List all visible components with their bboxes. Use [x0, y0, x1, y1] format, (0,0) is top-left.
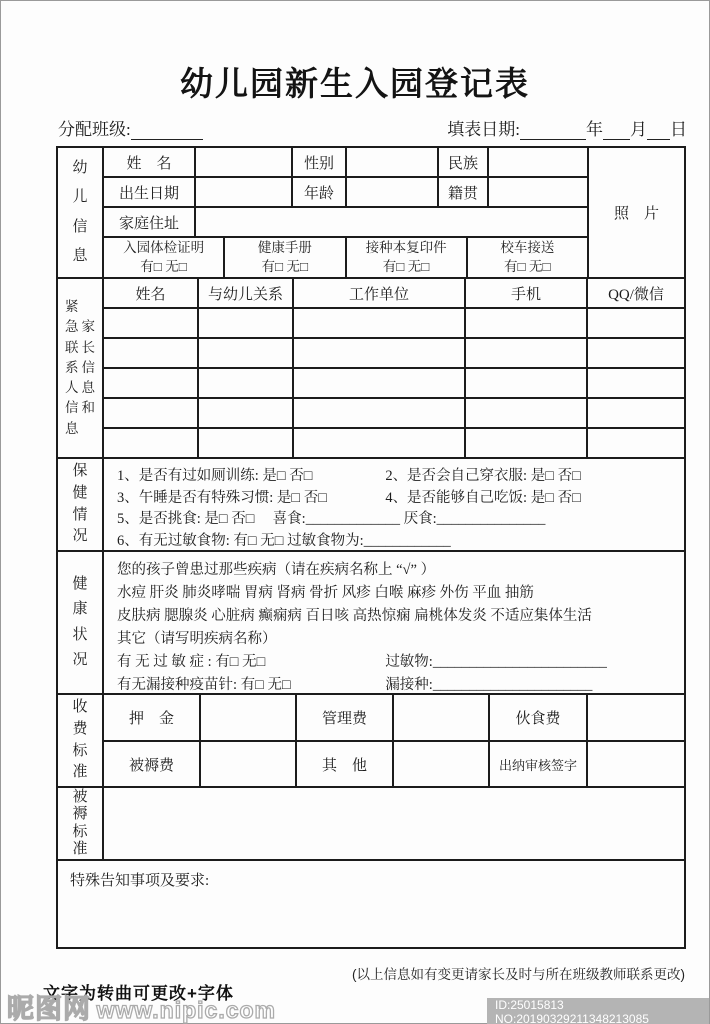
disease-list-1: 水痘 肝炎 肺炎哮喘 胃病 肾病 骨折 风疹 白喉 麻疹 外伤 平血 抽筋: [117, 585, 534, 601]
care-q3: 3、午睡是否有特殊习惯: 是□ 否□: [117, 489, 328, 506]
contact-empty-cell: [466, 429, 588, 459]
day-label: 日: [670, 120, 687, 139]
check-school-bus: [468, 238, 587, 277]
contact-empty-cell: [588, 309, 684, 339]
other-fee-label: 其 他: [297, 742, 394, 786]
contact-empty-cell: [588, 339, 684, 369]
contact-empty-cell: [466, 309, 588, 339]
fill-date-label: 填表日期:: [447, 120, 520, 139]
check-physical-exam: [104, 238, 225, 277]
native-label: 籍贯: [439, 178, 489, 206]
gender-label: 性别: [293, 148, 347, 176]
child-row-address: [104, 208, 587, 238]
contacts-side-text-right: 家长信息和: [81, 319, 95, 416]
disease-other: 其它（请写明疾病名称）: [117, 631, 277, 647]
contact-empty-cell: [466, 339, 588, 369]
vaccine-question: 有无漏接种疫苗针: 有□ 无□: [117, 677, 291, 693]
care-side-label: [58, 459, 104, 550]
meal-fee-value-cell: [588, 695, 684, 742]
contact-empty-cell: [466, 399, 588, 429]
allergy-question: 有 无 过 敏 症 : 有□ 无□: [117, 654, 266, 670]
fees-table: [104, 695, 684, 786]
month-label: 月: [630, 120, 647, 139]
fees-side-text: 收费标准: [72, 699, 88, 781]
age-label: 年龄: [293, 178, 347, 206]
check-title: 健康手册: [257, 239, 312, 255]
change-notice-text: (以上信息如有变更请家长及时与所在班级教师联系更改): [352, 967, 685, 982]
fees-side-label: [58, 695, 104, 786]
cashier-sign-value-cell: [588, 742, 684, 786]
assign-class-label: 分配班级:: [58, 120, 131, 139]
vaccine-item-blank: 漏接种:______________________: [385, 677, 593, 693]
care-questions: [104, 459, 684, 550]
section-child-info: [58, 148, 684, 279]
nipic-watermark: [7, 987, 276, 1024]
registration-form-table: [56, 146, 686, 949]
contact-empty-cell: [199, 309, 294, 339]
contact-empty-cell: [294, 309, 466, 339]
management-fee-label: 管理费: [297, 695, 394, 742]
care-q2: 2、是否会自己穿衣服: 是□ 否□: [385, 468, 581, 484]
check-title: 接种本复印件: [365, 239, 447, 255]
age-value-cell: [347, 178, 439, 206]
health-intro: 您的孩子曾患过那些疾病（请在疾病名称上 “√” ）: [117, 562, 436, 578]
contacts-header-name: 姓名: [104, 279, 199, 309]
contacts-table: [104, 279, 684, 457]
photo-cell: 照 片: [587, 148, 684, 277]
meal-fee-label: 伙食费: [490, 695, 588, 742]
bedding-fee-value-cell: [201, 742, 297, 786]
special-notes-label: 特殊告知事项及要求:: [70, 873, 210, 889]
section-care: [58, 459, 684, 552]
name-value-cell: [196, 148, 293, 176]
bedding-value-cell: [104, 788, 684, 859]
care-line-2: [117, 488, 676, 510]
contact-empty-cell: [294, 369, 466, 399]
assign-class-blank: [131, 122, 203, 140]
editable-text-note: 文字为转曲可更改+字体: [43, 984, 234, 1003]
bedding-side-label: [58, 788, 104, 859]
contact-empty-cell: [588, 399, 684, 429]
header-subline: [58, 115, 687, 140]
care-q4: 4、是否能够自己吃饭: 是□ 否□: [385, 489, 581, 506]
contacts-header-qq-wechat: QQ/微信: [588, 279, 684, 309]
allergy-item-blank: 过敏物:________________________: [385, 654, 607, 670]
nipic-url: www.nipic.com: [96, 997, 277, 1023]
address-label: 家庭住址: [104, 208, 196, 236]
contact-empty-cell: [294, 429, 466, 459]
contact-empty-cell: [199, 399, 294, 429]
image-id-stamp: ID:25015813 NO:20190329211348213085: [487, 998, 709, 1024]
section-health: [58, 552, 684, 695]
birth-label: 出生日期: [104, 178, 196, 206]
year-label: 年: [586, 120, 603, 139]
section-fees: [58, 695, 684, 788]
contact-empty-cell: [199, 339, 294, 369]
care-q6: 6、有无过敏食物: 有□ 无□ 过敏食物为:____________: [117, 532, 451, 549]
contact-empty-cell: [104, 429, 199, 459]
day-blank: [647, 122, 670, 140]
care-q1: 1、是否有过如厕训练: 是□ 否□: [117, 468, 313, 484]
health-side-label: [58, 552, 104, 693]
contact-empty-cell: [104, 369, 199, 399]
check-options: 有□ 无□: [504, 258, 551, 274]
native-value-cell: [489, 178, 587, 206]
contacts-header-workplace: 工作单位: [294, 279, 466, 309]
care-side-text: 保健情况: [72, 463, 88, 545]
contact-empty-cell: [104, 339, 199, 369]
check-options: 有□ 无□: [261, 258, 309, 274]
health-content: [104, 552, 684, 693]
contact-empty-cell: [104, 309, 199, 339]
disease-list-2: 皮肤病 腮腺炎 心脏病 癫痫病 百日咳 高热惊痫 扁桃体发炎 不适应集体生活: [117, 608, 592, 624]
health-side-text: 健康状况: [72, 575, 88, 668]
contacts-header-mobile: 手机: [466, 279, 588, 309]
fill-date-blank: [520, 122, 586, 140]
ethnicity-value-cell: [489, 148, 587, 176]
other-fee-value-cell: [394, 742, 490, 786]
nipic-logo: 昵图网: [7, 994, 91, 1024]
cashier-sign-label: 出纳审核签字: [490, 742, 588, 786]
care-line-1: [117, 466, 676, 488]
fill-date-field: [447, 115, 687, 140]
name-label: 姓 名: [104, 148, 196, 176]
allergy-line: [117, 651, 676, 674]
check-options: 有□ 无□: [382, 258, 430, 274]
child-row-birth: [104, 178, 587, 208]
contact-empty-cell: [466, 369, 588, 399]
ethnicity-label: 民族: [439, 148, 489, 176]
assign-class-field: [58, 115, 203, 140]
check-title: 入园体检证明: [123, 239, 205, 255]
vaccine-line: [117, 674, 676, 697]
address-value-cell: [196, 208, 587, 236]
section-contacts: [58, 279, 684, 459]
deposit-value-cell: [201, 695, 297, 742]
check-options: 有□ 无□: [140, 258, 187, 274]
contact-empty-cell: [588, 429, 684, 459]
contact-empty-cell: [294, 339, 466, 369]
contact-empty-cell: [199, 369, 294, 399]
contact-empty-cell: [199, 429, 294, 459]
check-vaccine-copy: [347, 238, 468, 277]
child-row-checks: [104, 238, 587, 277]
bedding-side-text: 被褥标准: [72, 789, 88, 857]
check-health-booklet: [225, 238, 346, 277]
section-special-notes: [58, 861, 684, 947]
month-blank: [603, 122, 630, 140]
care-q5: 5、是否挑食: 是□ 否□ 喜食:_____________ 厌食:_______________: [117, 511, 546, 527]
management-fee-value-cell: [394, 695, 490, 742]
birth-value-cell: [196, 178, 293, 206]
contact-empty-cell: [588, 369, 684, 399]
bedding-fee-label: 被褥费: [104, 742, 201, 786]
child-info-side-label: [58, 148, 104, 277]
contacts-side-text-left: 紧急联系人信息: [64, 299, 79, 436]
gender-value-cell: [347, 148, 439, 176]
page-title: 幼儿园新生入园登记表: [180, 65, 530, 102]
check-title: 校车接送: [500, 239, 555, 255]
contacts-side-label: [58, 279, 104, 457]
child-row-name: [104, 148, 587, 178]
contact-empty-cell: [104, 399, 199, 429]
contact-empty-cell: [294, 399, 466, 429]
section-bedding: [58, 788, 684, 861]
child-info-side-text: 幼儿信息: [72, 160, 88, 264]
contacts-header-relation: 与幼儿关系: [199, 279, 294, 309]
deposit-label: 押 金: [104, 695, 201, 742]
